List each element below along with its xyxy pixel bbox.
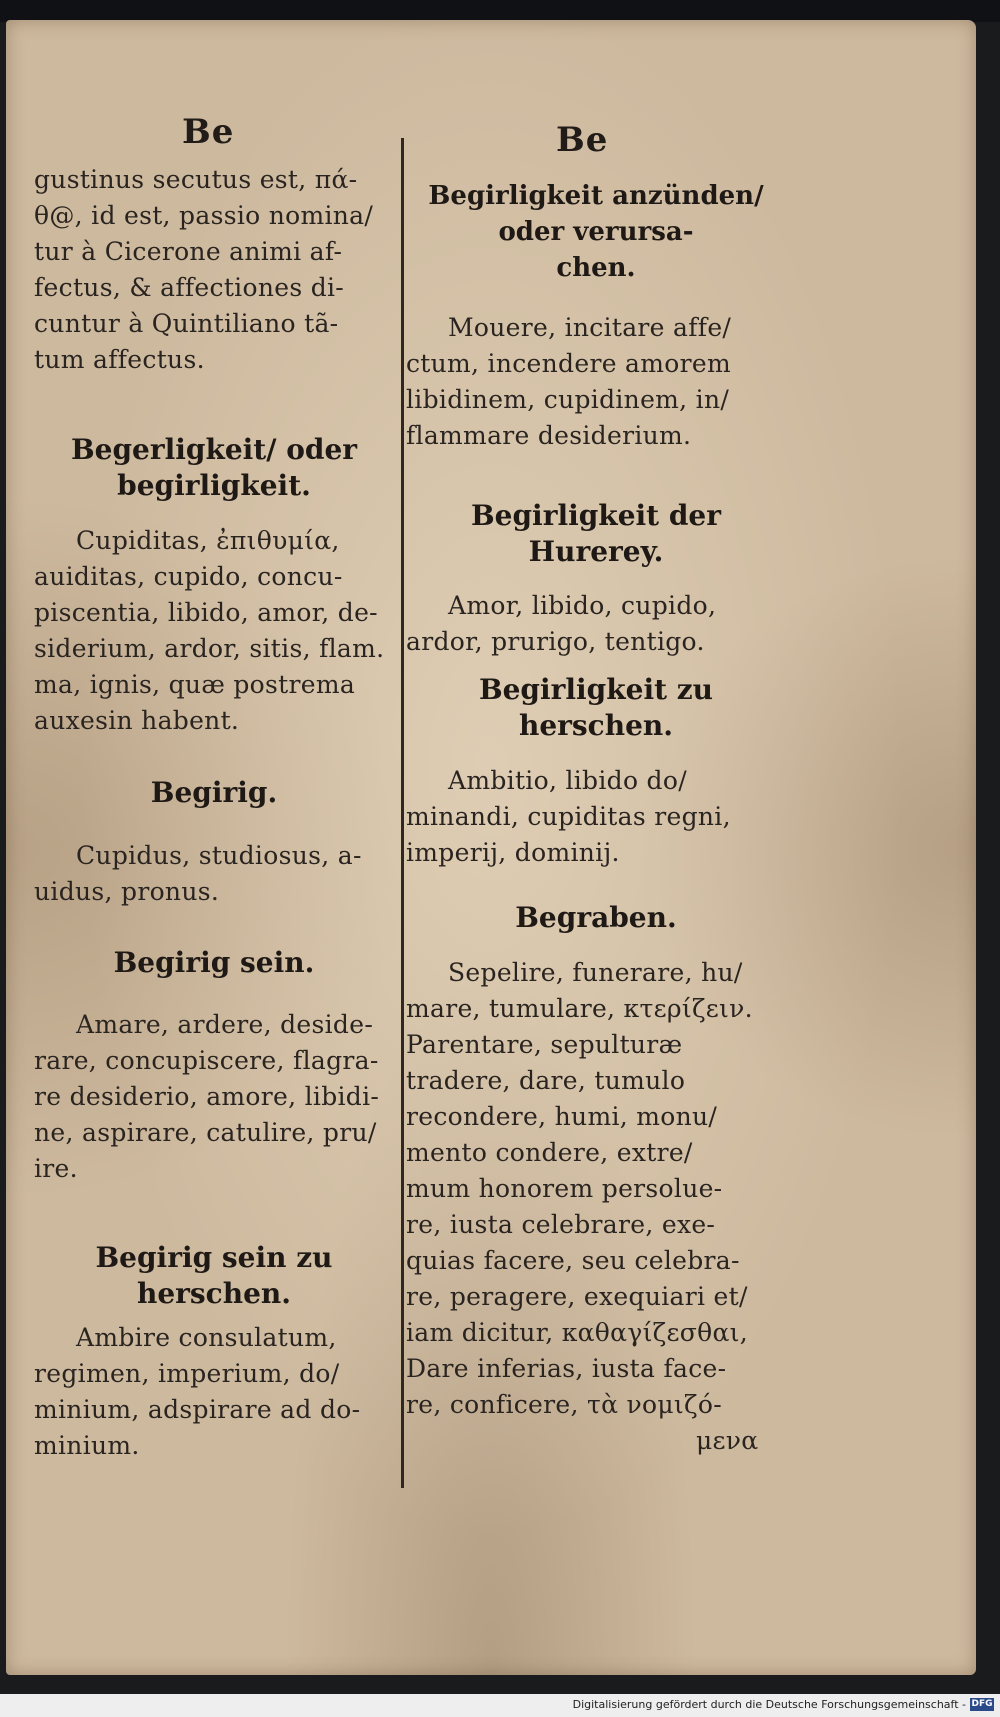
entry-text bbox=[34, 1007, 394, 1187]
text-line: Ambitio, libido do/ bbox=[448, 766, 687, 795]
text-line: auiditas, cupido, concu- bbox=[34, 562, 343, 591]
text-line: minandi, cupiditas regni, bbox=[406, 802, 731, 831]
headword-line: chen. bbox=[556, 253, 636, 283]
entry-headword bbox=[406, 178, 786, 286]
text-line: Cupidus, studiosus, a- bbox=[76, 841, 362, 870]
headword-line: Begirligkeit zu bbox=[478, 673, 714, 706]
text-line: recondere, humi, monu/ bbox=[406, 1102, 718, 1131]
text-line: imperij, dominij. bbox=[406, 838, 620, 867]
entry-headword bbox=[406, 900, 786, 936]
headword-line: herschen. bbox=[136, 1277, 291, 1310]
entry-headword bbox=[34, 1240, 394, 1312]
entry-text bbox=[406, 310, 786, 454]
entry-text bbox=[406, 588, 786, 660]
entry-text bbox=[34, 1320, 394, 1464]
text-line: re, peragere, exequiari et/ bbox=[406, 1282, 748, 1311]
text-line: Ambire consulatum, bbox=[76, 1323, 337, 1352]
text-line: piscentia, libido, amor, de- bbox=[34, 598, 378, 627]
footer-credit: Digitalisierung gefördert durch die Deutsche Forschungsgemeinschaft - bbox=[572, 1698, 966, 1711]
text-line: mare, tumulare, κτερίζειν. bbox=[406, 994, 753, 1023]
headword-line: Begirligkeit der bbox=[471, 499, 721, 532]
entry-headword bbox=[406, 672, 786, 744]
entry-text bbox=[34, 523, 394, 739]
headword-line: Begerligkeit/ oder bbox=[70, 433, 358, 466]
text-line: tum affectus. bbox=[34, 345, 205, 374]
text-line: minium. bbox=[34, 1431, 140, 1460]
text-line: re, conficere, τὰ νομιζό- bbox=[406, 1390, 722, 1419]
text-line: Cupiditas, ἐπιθυμία, bbox=[76, 526, 340, 555]
digitization-footer bbox=[0, 1694, 1000, 1717]
text-line: quias facere, seu celebra- bbox=[406, 1246, 740, 1275]
text-line: tur à Cicerone animi af- bbox=[34, 237, 343, 266]
entry-headword bbox=[34, 432, 394, 504]
entry-text bbox=[406, 955, 786, 1459]
headword-line: Begirig. bbox=[150, 776, 278, 809]
right-running-head: Be bbox=[556, 120, 609, 160]
scan-border-top bbox=[0, 0, 1000, 22]
headword-line: begirligkeit. bbox=[117, 469, 311, 502]
text-line: mento condere, extre/ bbox=[406, 1138, 693, 1167]
text-line: auxesin habent. bbox=[34, 706, 240, 735]
text-line: Amare, ardere, deside- bbox=[76, 1010, 374, 1039]
text-line: gustinus secutus est, πά- bbox=[34, 165, 358, 194]
text-line: re desiderio, amore, libidi- bbox=[34, 1082, 380, 1111]
text-line: iam dicitur, καθαγίζεσθαι, bbox=[406, 1318, 749, 1347]
headword-line: oder verursa- bbox=[498, 217, 694, 247]
entry-headword bbox=[34, 775, 394, 811]
headword-line: Begirig sein zu bbox=[95, 1241, 333, 1274]
text-line: flammare desiderium. bbox=[406, 421, 692, 450]
text-line: siderium, ardor, sitis, flam. bbox=[34, 634, 385, 663]
text-line: μενα bbox=[696, 1426, 759, 1455]
entry-text bbox=[34, 838, 394, 910]
left-continuation-text bbox=[34, 162, 394, 378]
text-line: fectus, & affectiones di- bbox=[34, 273, 345, 302]
entry-headword bbox=[34, 945, 394, 981]
text-line: Mouere, incitare affe/ bbox=[448, 313, 732, 342]
text-line: ctum, incendere amorem bbox=[406, 349, 731, 378]
text-line: mum honorem persolue- bbox=[406, 1174, 723, 1203]
book-page bbox=[6, 20, 976, 1675]
headword-line: Begirligkeit anzünden/ bbox=[428, 181, 764, 211]
headword-line: Hurerey. bbox=[528, 535, 664, 568]
text-line: uidus, pronus. bbox=[34, 877, 220, 906]
left-running-head: Be bbox=[182, 112, 235, 152]
text-line: ne, aspirare, catulire, pru/ bbox=[34, 1118, 377, 1147]
text-line: re, iusta celebrare, exe- bbox=[406, 1210, 716, 1239]
headword-line: herschen. bbox=[518, 709, 673, 742]
entry-text bbox=[406, 763, 786, 871]
text-line: regimen, imperium, do/ bbox=[34, 1359, 340, 1388]
text-line: ma, ignis, quæ postrema bbox=[34, 670, 356, 699]
text-line: cuntur à Quintiliano tã- bbox=[34, 309, 339, 338]
text-line: tradere, dare, tumulo bbox=[406, 1066, 686, 1095]
dfg-logo: DFG bbox=[971, 1699, 993, 1709]
column-divider bbox=[401, 138, 404, 1488]
text-line: Amor, libido, cupido, bbox=[448, 591, 717, 620]
text-line: ardor, prurigo, tentigo. bbox=[406, 627, 705, 656]
text-line: Sepelire, funerare, hu/ bbox=[448, 958, 743, 987]
text-line: ire. bbox=[34, 1154, 78, 1183]
text-line: rare, concupiscere, flagra- bbox=[34, 1046, 379, 1075]
text-line: θ@, id est, passio nomina/ bbox=[34, 201, 374, 230]
headword-line: Begraben. bbox=[515, 901, 677, 934]
headword-line: Begirig sein. bbox=[113, 946, 315, 979]
text-line: Parentare, sepulturæ bbox=[406, 1030, 683, 1059]
text-line: Dare inferias, iusta face- bbox=[406, 1354, 727, 1383]
text-line: minium, adspirare ad do- bbox=[34, 1395, 361, 1424]
entry-headword bbox=[406, 498, 786, 570]
text-line: libidinem, cupidinem, in/ bbox=[406, 385, 730, 414]
